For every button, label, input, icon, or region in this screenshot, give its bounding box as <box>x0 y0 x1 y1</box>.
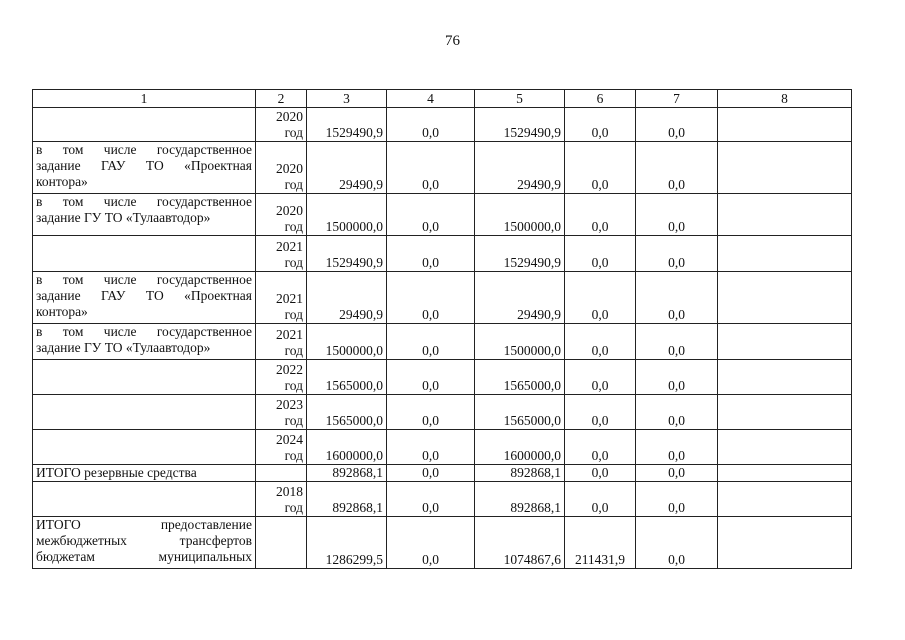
cell-c8 <box>718 430 852 465</box>
cell-c4: 0,0 <box>387 272 475 324</box>
cell-c5: 1565000,0 <box>475 395 565 430</box>
cell-c8 <box>718 324 852 360</box>
cell-year <box>256 272 307 324</box>
cell-c7: 0,0 <box>636 360 718 395</box>
cell-c3: 1565000,0 <box>307 360 387 395</box>
cell-year <box>256 430 307 465</box>
year-line: 2023 <box>276 397 303 412</box>
cell-c3: 1600000,0 <box>307 430 387 465</box>
cell-c6: 0,0 <box>565 395 636 430</box>
header-row <box>33 90 852 108</box>
cell-name <box>33 272 256 324</box>
table-body <box>33 108 852 569</box>
cell-c7: 0,0 <box>636 482 718 517</box>
name-line: бюджетам муниципальных <box>36 549 252 564</box>
name-line: задание ГУ ТО «Тулаавтодор» <box>36 340 211 355</box>
cell-c5: 892868,1 <box>475 482 565 517</box>
cell-name <box>33 482 256 517</box>
cell-c3: 1286299,5 <box>307 517 387 569</box>
cell-c5: 29490,9 <box>475 272 565 324</box>
cell-year <box>256 142 307 194</box>
cell-year <box>256 108 307 142</box>
table-row <box>33 194 852 236</box>
cell-c8 <box>718 465 852 482</box>
header-col-6: 6 <box>565 90 636 108</box>
year-line: год <box>284 125 303 140</box>
cell-name <box>33 324 256 360</box>
cell-c6: 0,0 <box>565 324 636 360</box>
cell-c5: 1529490,9 <box>475 236 565 272</box>
cell-c7: 0,0 <box>636 194 718 236</box>
budget-table <box>32 89 852 569</box>
table-row <box>33 430 852 465</box>
year-line: 2020 <box>276 161 303 176</box>
cell-year <box>256 236 307 272</box>
cell-c6: 0,0 <box>565 360 636 395</box>
cell-c8 <box>718 517 852 569</box>
year-line: 2021 <box>276 291 303 306</box>
cell-c6: 0,0 <box>565 465 636 482</box>
table-row <box>33 360 852 395</box>
cell-c3: 892868,1 <box>307 465 387 482</box>
name-line: в том числе государственное <box>36 272 252 287</box>
cell-name <box>33 108 256 142</box>
year-line: 2021 <box>276 239 303 254</box>
cell-year <box>256 395 307 430</box>
year-line: 2022 <box>276 362 303 377</box>
year-line: год <box>284 378 303 393</box>
cell-year <box>256 465 307 482</box>
cell-c4: 0,0 <box>387 108 475 142</box>
cell-name <box>33 430 256 465</box>
table-row <box>33 324 852 360</box>
name-line: контора» <box>36 304 88 319</box>
cell-c7: 0,0 <box>636 395 718 430</box>
name-line: задание ГУ ТО «Тулаавтодор» <box>36 210 211 225</box>
cell-c6: 0,0 <box>565 108 636 142</box>
cell-year <box>256 482 307 517</box>
cell-c8 <box>718 395 852 430</box>
cell-c7: 0,0 <box>636 272 718 324</box>
cell-c4: 0,0 <box>387 194 475 236</box>
header-col-5: 5 <box>475 90 565 108</box>
name-line: задание ГАУ ТО «Проектная <box>36 158 252 173</box>
table-row <box>33 236 852 272</box>
cell-name <box>33 395 256 430</box>
year-line: год <box>284 448 303 463</box>
cell-c4: 0,0 <box>387 482 475 517</box>
year-line: 2020 <box>276 109 303 124</box>
cell-c7: 0,0 <box>636 108 718 142</box>
name-line: задание ГАУ ТО «Проектная <box>36 288 252 303</box>
header-col-7: 7 <box>636 90 718 108</box>
cell-c3: 1565000,0 <box>307 395 387 430</box>
cell-c4: 0,0 <box>387 324 475 360</box>
cell-c4: 0,0 <box>387 142 475 194</box>
cell-name <box>33 465 256 482</box>
cell-name <box>33 360 256 395</box>
table-row <box>33 465 852 482</box>
cell-c5: 1565000,0 <box>475 360 565 395</box>
cell-c7: 0,0 <box>636 142 718 194</box>
cell-c4: 0,0 <box>387 465 475 482</box>
cell-c3: 1500000,0 <box>307 324 387 360</box>
name-line: в том числе государственное <box>36 142 252 157</box>
cell-name <box>33 142 256 194</box>
cell-c5: 1600000,0 <box>475 430 565 465</box>
table-row <box>33 395 852 430</box>
cell-c5: 892868,1 <box>475 465 565 482</box>
cell-c8 <box>718 360 852 395</box>
cell-c8 <box>718 482 852 517</box>
table-row <box>33 517 852 569</box>
cell-c5: 1529490,9 <box>475 108 565 142</box>
cell-c8 <box>718 142 852 194</box>
cell-c6: 0,0 <box>565 142 636 194</box>
cell-name <box>33 194 256 236</box>
table-row <box>33 482 852 517</box>
year-line: год <box>284 219 303 234</box>
cell-c3: 29490,9 <box>307 142 387 194</box>
cell-c3: 1500000,0 <box>307 194 387 236</box>
cell-c6: 0,0 <box>565 194 636 236</box>
header-col-8: 8 <box>718 90 852 108</box>
year-line: год <box>284 500 303 515</box>
cell-c6: 0,0 <box>565 272 636 324</box>
cell-c5: 1074867,6 <box>475 517 565 569</box>
year-line: год <box>284 255 303 270</box>
cell-name <box>33 236 256 272</box>
header-col-3: 3 <box>307 90 387 108</box>
year-line: год <box>284 307 303 322</box>
cell-year <box>256 517 307 569</box>
year-line: 2021 <box>276 327 303 342</box>
cell-c4: 0,0 <box>387 360 475 395</box>
cell-c7: 0,0 <box>636 517 718 569</box>
cell-c3: 892868,1 <box>307 482 387 517</box>
cell-c8 <box>718 108 852 142</box>
year-line: 2018 <box>276 484 303 499</box>
cell-c7: 0,0 <box>636 324 718 360</box>
cell-c5: 29490,9 <box>475 142 565 194</box>
year-line: 2020 <box>276 203 303 218</box>
cell-c5: 1500000,0 <box>475 324 565 360</box>
year-line: год <box>284 177 303 192</box>
cell-c6: 211431,9 <box>565 517 636 569</box>
year-line: год <box>284 343 303 358</box>
cell-c4: 0,0 <box>387 517 475 569</box>
cell-year <box>256 194 307 236</box>
cell-c6: 0,0 <box>565 430 636 465</box>
year-line: год <box>284 413 303 428</box>
table-row <box>33 108 852 142</box>
cell-c6: 0,0 <box>565 236 636 272</box>
cell-c8 <box>718 272 852 324</box>
header-col-1: 1 <box>33 90 256 108</box>
name-line: в том числе государственное <box>36 324 252 339</box>
name-line: контора» <box>36 174 88 189</box>
cell-year <box>256 360 307 395</box>
cell-c4: 0,0 <box>387 236 475 272</box>
name-line: в том числе государственное <box>36 194 252 209</box>
year-line: 2024 <box>276 432 303 447</box>
cell-year <box>256 324 307 360</box>
name-line: ИТОГО резервные средства <box>36 465 197 480</box>
cell-c3: 1529490,9 <box>307 236 387 272</box>
name-line: ИТОГО предоставление <box>36 517 252 532</box>
cell-c7: 0,0 <box>636 236 718 272</box>
cell-c3: 1529490,9 <box>307 108 387 142</box>
header-col-4: 4 <box>387 90 475 108</box>
cell-c8 <box>718 236 852 272</box>
cell-c4: 0,0 <box>387 395 475 430</box>
cell-c3: 29490,9 <box>307 272 387 324</box>
cell-c8 <box>718 194 852 236</box>
cell-name <box>33 517 256 569</box>
header-col-2: 2 <box>256 90 307 108</box>
cell-c7: 0,0 <box>636 465 718 482</box>
cell-c6: 0,0 <box>565 482 636 517</box>
name-line: межбюджетных трансфертов <box>36 533 252 548</box>
page-number: 76 <box>445 33 460 49</box>
cell-c5: 1500000,0 <box>475 194 565 236</box>
cell-c7: 0,0 <box>636 430 718 465</box>
cell-c4: 0,0 <box>387 430 475 465</box>
table-row <box>33 142 852 194</box>
table-row <box>33 272 852 324</box>
